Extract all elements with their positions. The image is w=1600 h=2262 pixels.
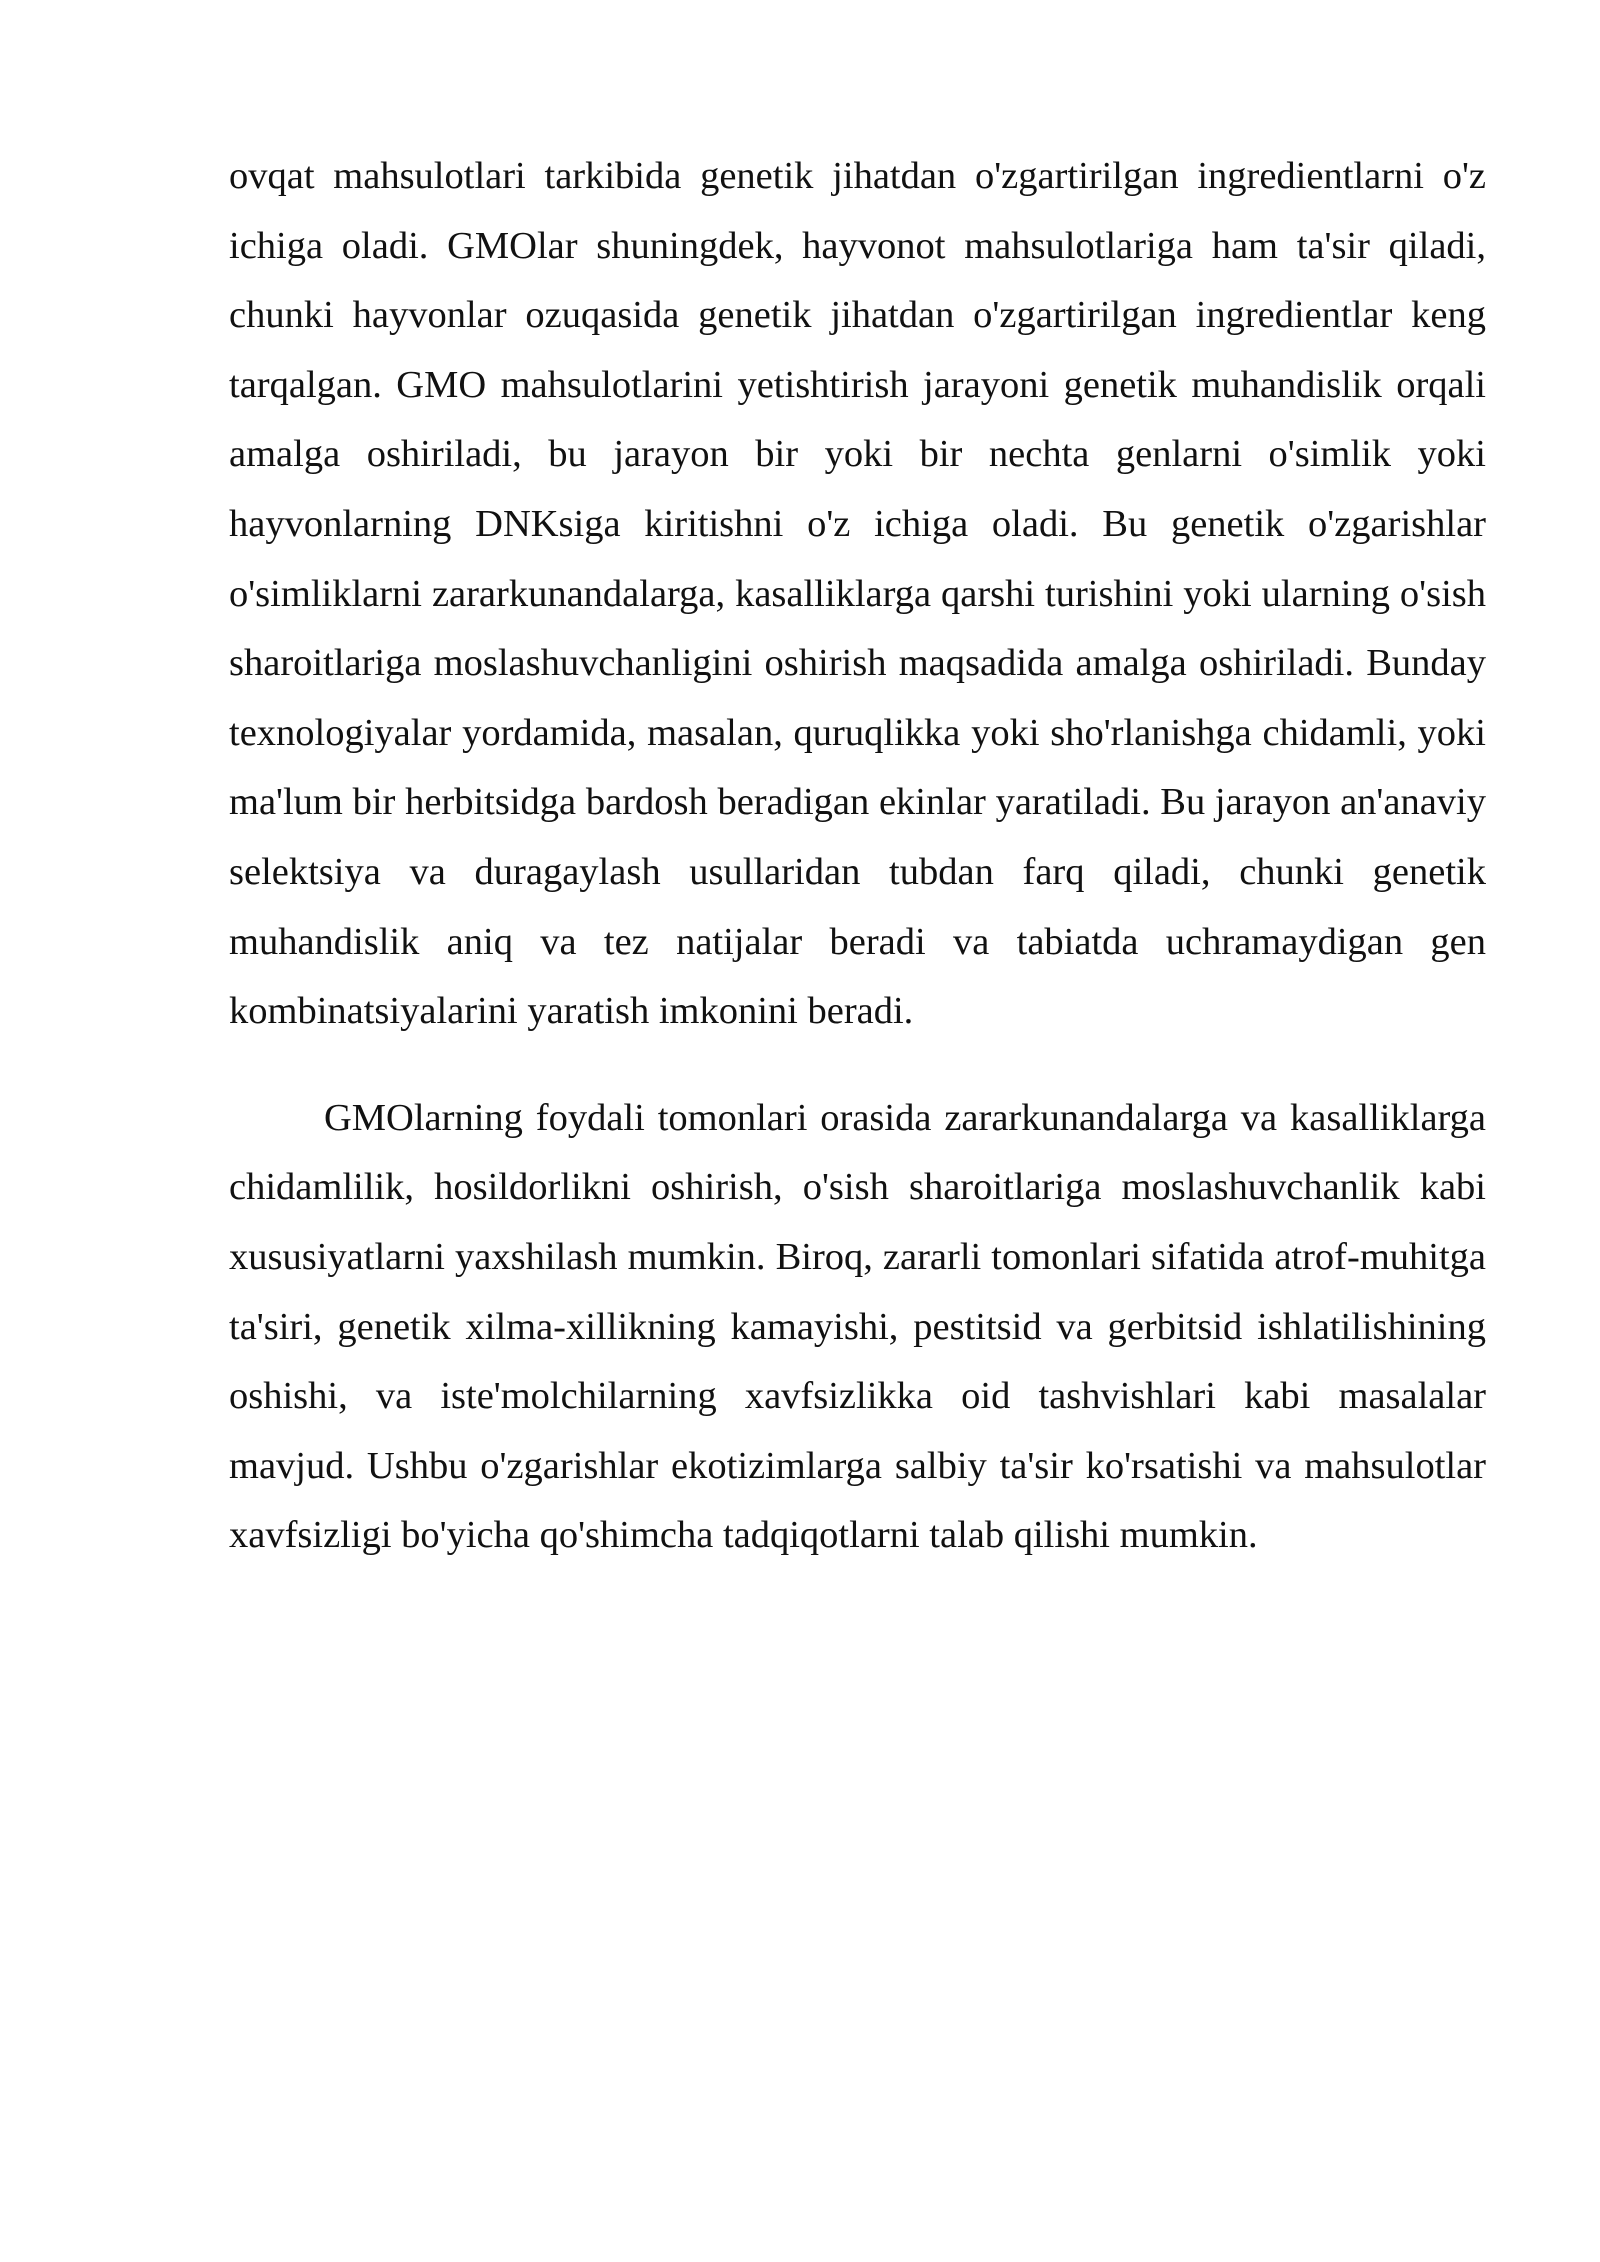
body-text <box>229 142 1486 1571</box>
paragraph-2: GMOlarning foydali tomonlari orasida zararkunandalarga va kasalliklarga chidamlilik, hosildorlikni oshirish, o'sish sharoitlariga moslashuvchanlik kabi xususiyatlarni yaxshilash mumkin. Biroq, zararli tomonlari sifatida atrof-muhitga ta'siri, genetik xilma-xillikning kamayishi, pestitsid va gerbitsid ishlatilishining oshishi, va iste'molchilarning xavfsizlikka oid tashvishlari kabi masalalar mavjud. Ushbu o'zgarishlar ekotizimlarga salbiy ta'sir ko'rsatishi va mahsulotlar xavfsizligi bo'yicha qo'shimcha tadqiqotlarni talab qilishi mumkin. <box>229 1096 1486 1557</box>
paragraph-1: ovqat mahsulotlari tarkibida genetik jihatdan o'zgartirilgan ingredientlarni o'z ichiga oladi. GMOlar shuningdek, hayvonot mahsulotlariga ham ta'sir qiladi, chunki hayvonlar ozuqasida genetik jihatdan o'zgartirilgan ingredientlar keng tarqalgan. GMO mahsulotlarini yetishtirish jarayoni genetik muhandislik orqali amalga oshiriladi, bu jarayon bir yoki bir nechta genlarni o'simlik yoki hayvonlarning DNKsiga kiritishni o'z ichiga oladi. Bu genetik o'zgarishlar o'simliklarni zararkunandalarga, kasalliklarga qarshi turishini yoki ularning o'sish sharoitlariga moslashuvchanligini oshirish maqsadida amalga oshiriladi. Bunday texnologiyalar yordamida, masalan, quruqlikka yoki sho'rlanishga chidamli, yoki ma'lum bir herbitsidga bardosh beradigan ekinlar yaratiladi. Bu jarayon an'anaviy selektsiya va duragaylash usullaridan tubdan farq qiladi, chunki genetik muhandislik aniq va tez natijalar beradi va tabiatda uchramaydigan gen kombinatsiyalarini yaratish imkonini beradi. <box>229 155 1486 1033</box>
